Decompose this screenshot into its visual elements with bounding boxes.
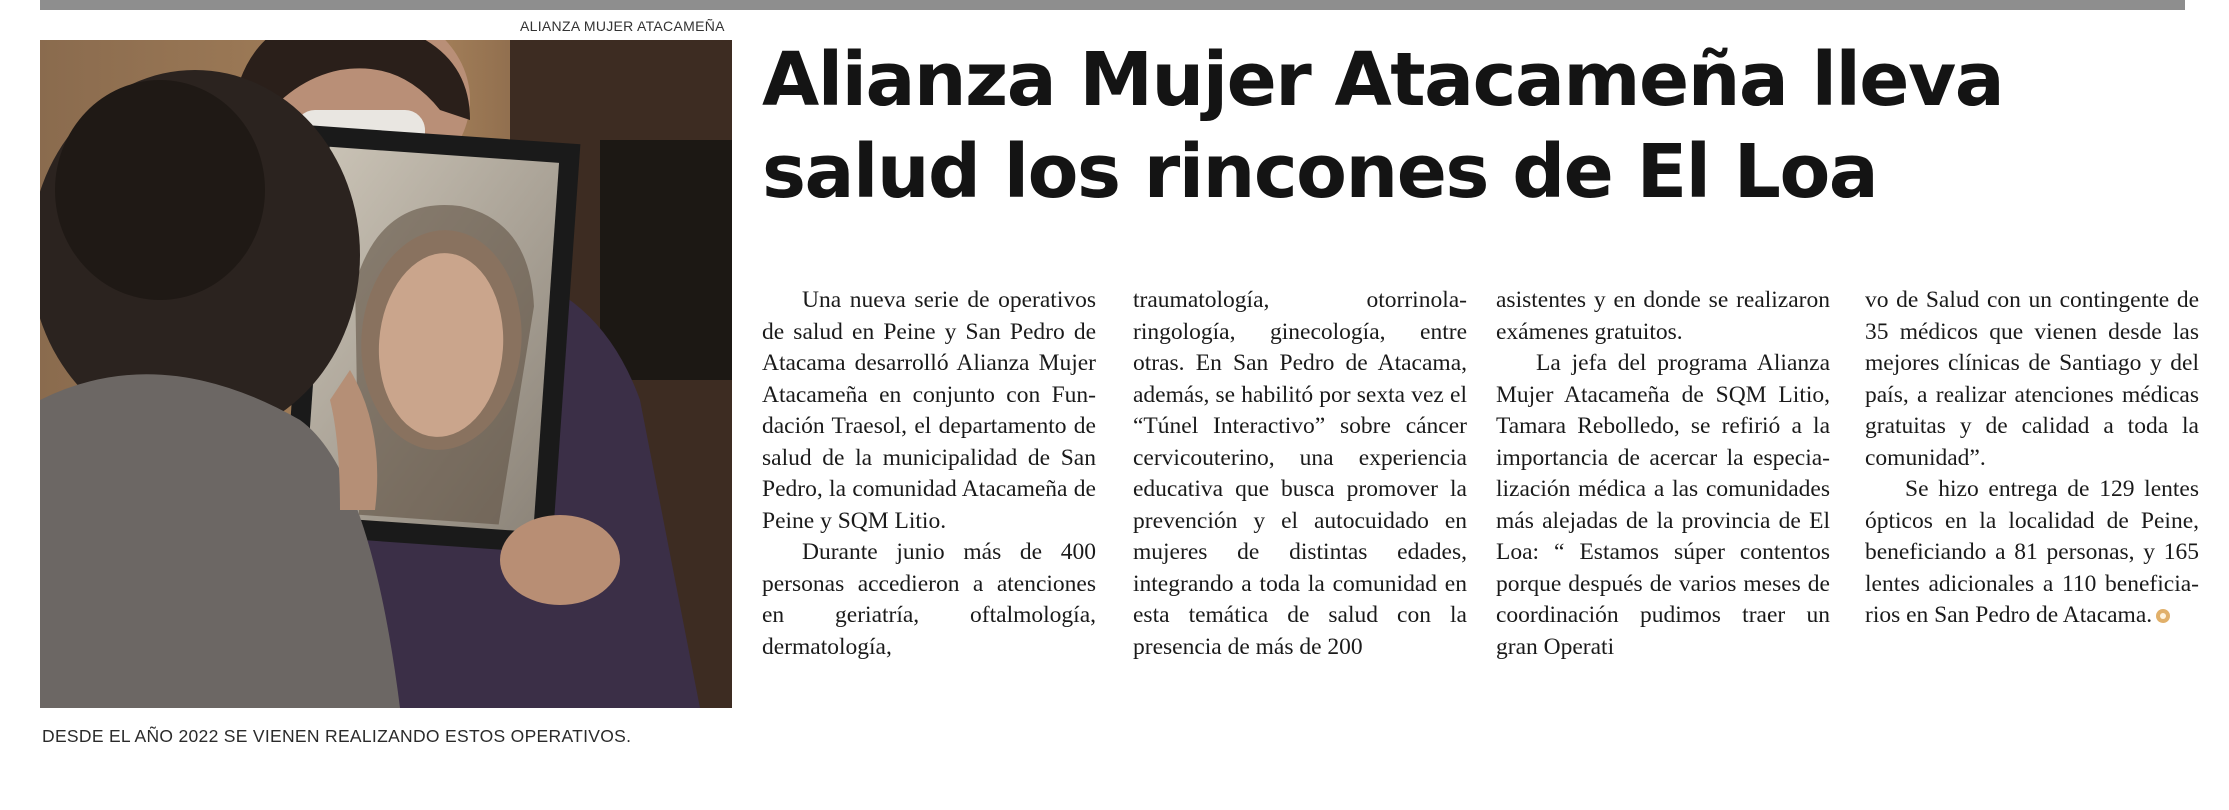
paragraph: vo de Salud con un contingente de 35 médicos que vienen desde las mejores clínicas de Santiago y del país, a realizar atenciones médicas gratuitas y de calidad a toda la comunidad”. [1865, 287, 2199, 471]
paragraph-text: Se hizo entrega de 129 lentes ópticos en la localidad de Peine, beneficiando a 81 personas, y 165 lentes adicionales a 110 beneficiarios en San Pedro de Atacama. [1865, 476, 2199, 628]
article-column-3 [1496, 285, 1830, 663]
photo-caption: DESDE EL AÑO 2022 SE VIENEN REALIZANDO ESTOS OPERATIVOS. [42, 726, 632, 746]
photo-credit: ALIANZA MUJER ATACAMEÑA [520, 18, 725, 34]
paragraph: asistentes y en donde se realizaron exámenes gratuitos. [1496, 287, 1830, 345]
paragraph: Durante junio más de 400 personas accedieron a atenciones en geriatría, oftalmología, dermatología, [762, 539, 1096, 660]
paragraph: Una nueva serie de operativos de salud en Peine y San Pedro de Atacama desarrolló Alianza Mujer Atacameña en conjunto con Fundación Traesol, el departamento de salud de la municipalidad de San Pedro, la comunidad Atacameña de Peine y SQM Litio. [762, 287, 1096, 534]
end-of-article-icon [2156, 609, 2170, 623]
article-photo [40, 40, 732, 708]
paragraph: traumatología, otorrinolaringología, ginecología, entre otras. En San Pedro de Atacama, además, se habilitó por sexta vez el “Túnel Interactivo” sobre cáncer cervicouterino, una experiencia educativa que busca promover la prevención y el autocuidado en mujeres de distintas edades, integrando a toda la comunidad en esta temática de salud con la presencia de más de 200 [1133, 287, 1467, 660]
top-rule [40, 0, 2185, 10]
article-column-4 [1865, 285, 2199, 632]
article-headline: Alianza Mujer Atacameña lleva salud los rincones de El Loa [762, 37, 2004, 215]
photo-illustration [40, 40, 732, 708]
paragraph-last [1865, 474, 2199, 632]
article-column-1 [762, 285, 1096, 663]
paragraph: La jefa del programa Alianza Mujer Atacameña de SQM Litio, Tamara Rebolledo, se refirió a la importancia de acercar la especialización médica a las comunidades más alejadas de la provincia de El Loa: “ Estamos súper contentos porque después de varios meses de coordinación pudimos traer un gran Operati [1496, 350, 1830, 660]
article-column-2 [1133, 285, 1467, 663]
